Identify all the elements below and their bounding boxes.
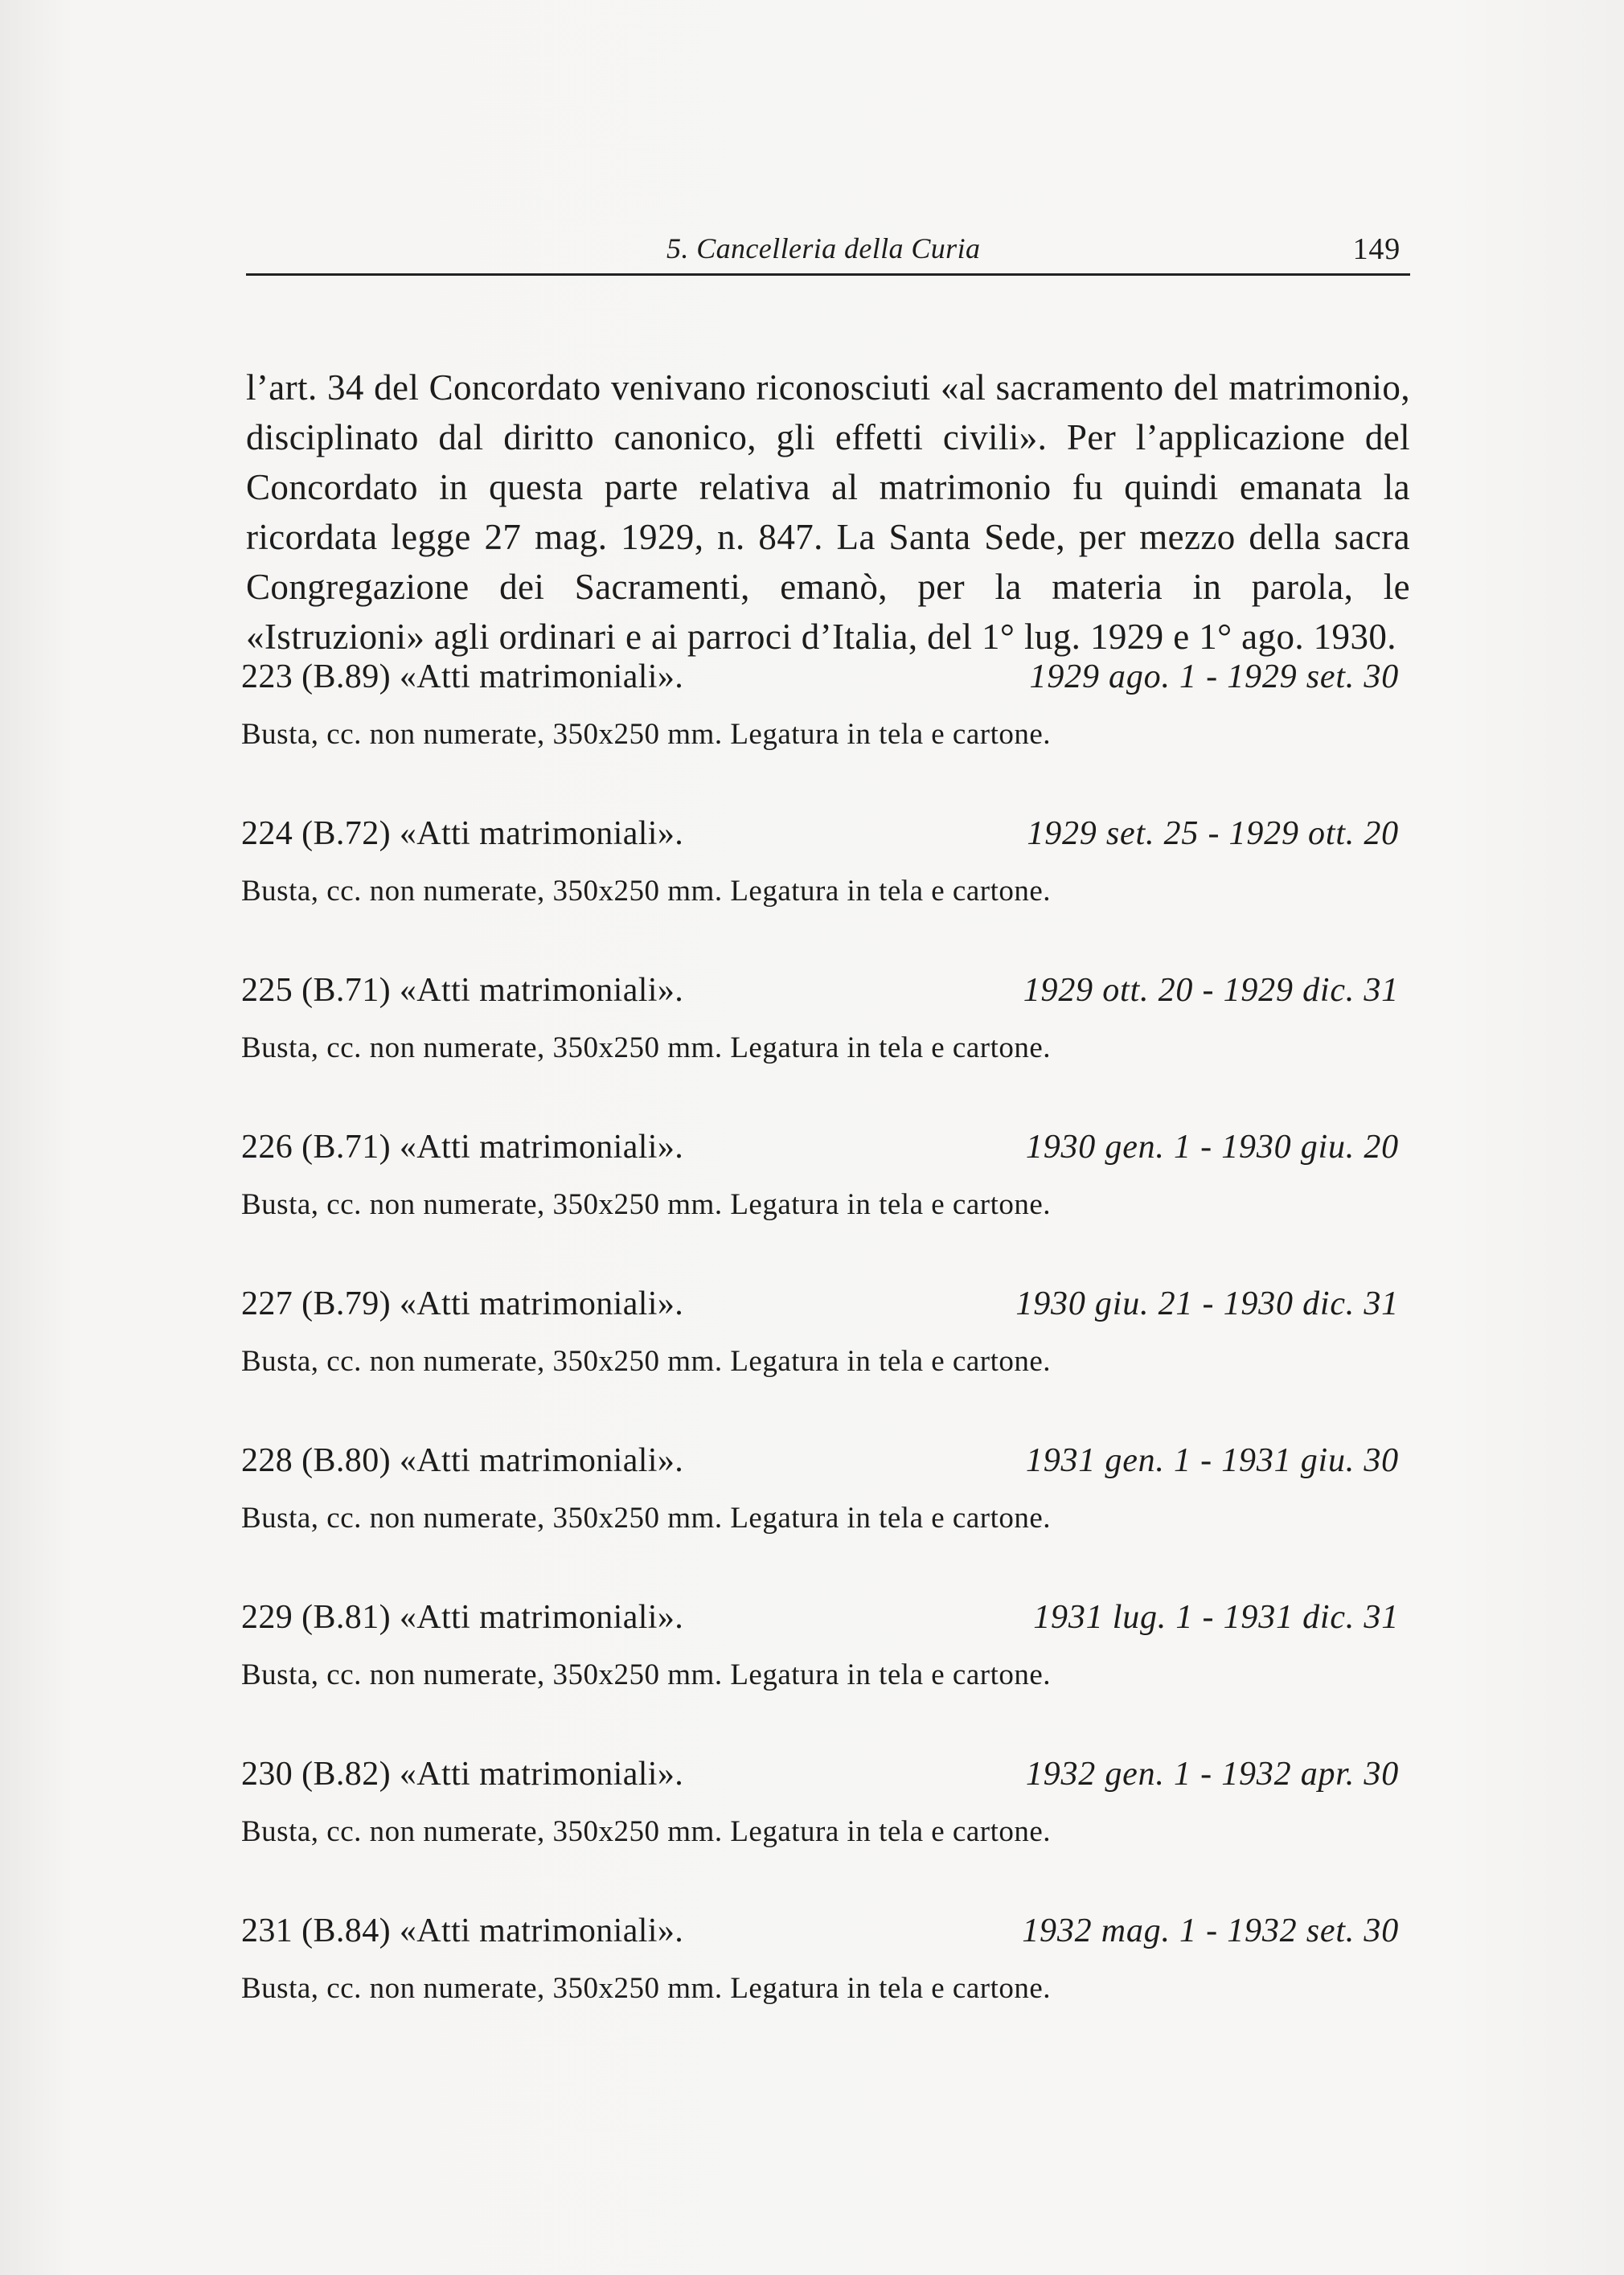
entry-date-range: 1929 set. 25 - 1929 ott. 20 xyxy=(1027,815,1399,852)
entry-date-range: 1930 gen. 1 - 1930 giu. 20 xyxy=(1025,1129,1399,1166)
intro-paragraph: l’art. 34 del Concordato venivano riconosciuti «al sacramento del matrimonio, disciplinato dal diritto canonico, gli effetti civili». Per l’applicazione del Concordato in questa parte relativa al matrimonio fu quindi emanata la ricordata legge 27 mag. 1929, n. 847. La Santa Sede, per mezzo della sacra Congregazione dei Sacramenti, emanò, per la materia in parola, le «Istruzioni» agli ordinari e ai parroci d’Italia, del 1° lug. 1929 e 1° ago. 1930. xyxy=(246,367,1410,657)
entry-title: 230 (B.82) «Atti matrimoniali». xyxy=(241,1756,684,1793)
entry-description: Busta, cc. non numerate, 350x250 mm. Legatura in tela e cartone. xyxy=(241,1031,1052,1064)
entry-description: Busta, cc. non numerate, 350x250 mm. Legatura in tela e cartone. xyxy=(241,1345,1052,1378)
entry-title: 226 (B.71) «Atti matrimoniali». xyxy=(241,1129,684,1166)
archive-entry xyxy=(241,1912,1399,2068)
entry-date-range: 1931 lug. 1 - 1931 dic. 31 xyxy=(1033,1599,1399,1636)
entry-title: 227 (B.79) «Atti matrimoniali». xyxy=(241,1285,684,1322)
entry-date-range: 1930 giu. 21 - 1930 dic. 31 xyxy=(1015,1285,1399,1322)
entry-title: 224 (B.72) «Atti matrimoniali». xyxy=(241,815,684,852)
archive-entry xyxy=(241,1755,1399,1912)
running-title: 5. Cancelleria della Curia xyxy=(666,232,981,264)
entry-description: Busta, cc. non numerate, 350x250 mm. Legatura in tela e cartone. xyxy=(241,1815,1052,1848)
archive-entry xyxy=(241,658,1399,814)
entry-description: Busta, cc. non numerate, 350x250 mm. Legatura in tela e cartone. xyxy=(241,875,1052,908)
entry-date-range: 1929 ago. 1 - 1929 set. 30 xyxy=(1029,658,1399,695)
entry-description: Busta, cc. non numerate, 350x250 mm. Legatura in tela e cartone. xyxy=(241,1658,1052,1691)
archive-entry xyxy=(241,1285,1399,1441)
entry-date-range: 1931 gen. 1 - 1931 giu. 30 xyxy=(1025,1442,1399,1479)
entry-date-range: 1932 gen. 1 - 1932 apr. 30 xyxy=(1025,1756,1399,1793)
archive-entry xyxy=(241,971,1399,1128)
entry-title: 231 (B.84) «Atti matrimoniali». xyxy=(241,1912,684,1949)
entry-title: 229 (B.81) «Atti matrimoniali». xyxy=(241,1599,684,1636)
archive-entry xyxy=(241,1128,1399,1285)
entry-title: 225 (B.71) «Atti matrimoniali». xyxy=(241,972,684,1009)
page-number: 149 xyxy=(1352,232,1400,266)
entry-description: Busta, cc. non numerate, 350x250 mm. Legatura in tela e cartone. xyxy=(241,1188,1052,1221)
entry-description: Busta, cc. non numerate, 350x250 mm. Legatura in tela e cartone. xyxy=(241,1972,1052,2005)
entry-date-range: 1929 ott. 20 - 1929 dic. 31 xyxy=(1023,972,1399,1009)
archive-entry xyxy=(241,1441,1399,1598)
entry-description: Busta, cc. non numerate, 350x250 mm. Legatura in tela e cartone. xyxy=(241,1502,1052,1535)
archive-entry xyxy=(241,1598,1399,1755)
page-header xyxy=(246,232,1410,276)
archive-entry-list xyxy=(241,658,1399,2068)
entry-date-range: 1932 mag. 1 - 1932 set. 30 xyxy=(1022,1912,1399,1949)
entry-title: 223 (B.89) «Atti matrimoniali». xyxy=(241,658,684,695)
entry-title: 228 (B.80) «Atti matrimoniali». xyxy=(241,1442,684,1479)
archive-entry xyxy=(241,814,1399,971)
entry-description: Busta, cc. non numerate, 350x250 mm. Legatura in tela e cartone. xyxy=(241,718,1052,751)
